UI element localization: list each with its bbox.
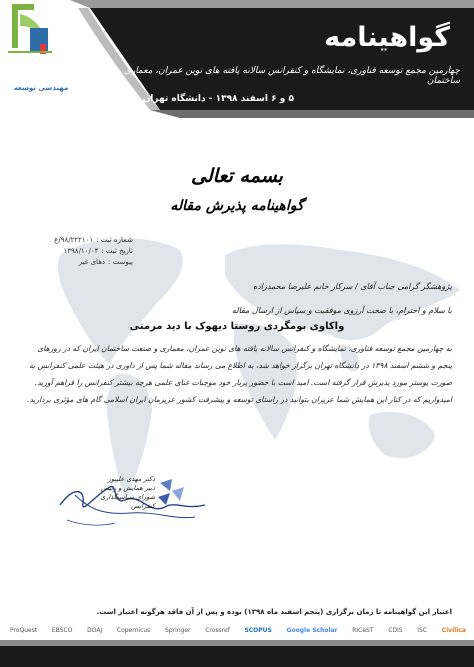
registration-info: [18, 235, 133, 268]
attachment-label: پیوست :: [108, 258, 133, 266]
registration-number-label: شماره ثبت :: [96, 236, 133, 244]
registration-date-label: تاریخ ثبت :: [101, 247, 133, 255]
signer-role: دبیر همایش و رئیس شورای سیاستگذاری کنفرانس: [100, 484, 155, 510]
certificate-heading: گواهینامه: [324, 22, 450, 53]
conference-logo: [0, 0, 62, 70]
indexer-logo: SCOPUS: [244, 626, 272, 634]
indexer-logos: [8, 623, 468, 637]
acceptance-paragraph: به چهارمین مجمع توسعه فناوری، نمایشگاه و کنفرانس سالانه یافته های نوین عمران، معماری و صنعت ساختمان ایران که در روزهای پنجم و ششم اسفند ۱۳۹۸ در دانشگاه تهران برگزار خواهد شد، به اطلاع می رساند مقاله شما پس از داوری در هیئت علمی کنفرانس به صورت پوستر مورد پذیرش قرار گرفته است. امید است با حضور پربار خود موجبات غنای علمی هرچه بیشتر کنفرانس را فراهم آورید. امیدواریم که در کنار این همایش شما عزیزان بتوانید در راستای توسعه و پیشرفت کشور عزیزمان ایران اسلامی گام های مؤثری بردارید.: [26, 344, 452, 404]
indexer-logo: Google Scholar: [286, 626, 338, 634]
conference-name: چهارمین مجمع توسعه فناوری، نمایشگاه و کنفرانس سالانه یافته های نوین عمران، معماری و صنعت ساختمان: [90, 66, 460, 86]
indexer-logo: CDIS: [388, 626, 403, 634]
indexer-logo: Copernicus: [116, 626, 151, 634]
indexer-logo: DOAJ: [87, 626, 103, 634]
signer-block: [100, 475, 155, 511]
attachment-value: دهای غیر: [78, 258, 105, 266]
header-banner: [0, 0, 474, 118]
conference-date: ۵ و ۶ اسفند ۱۳۹۸ - دانشگاه تهران: [142, 94, 294, 104]
registration-date-row: [18, 246, 133, 257]
paper-title: واکاوی بومگردی روستا دیهوک با دید مرمتی: [129, 321, 345, 332]
logo-caption: مهندسی توسعه: [13, 84, 69, 92]
indexer-logo: Crossref: [205, 626, 230, 634]
registration-number-value: ۹۸/۲۲۲۱۰۱/ع: [54, 236, 94, 244]
indexer-logo: ProQuest: [10, 626, 38, 634]
certificate-title: گواهینامه پذیرش مقاله: [170, 198, 304, 214]
indexer-logo: RICeST: [352, 626, 374, 634]
signer-name: دکتر مهدی علیپور: [107, 475, 155, 483]
basmala-heading: بسمه تعالی: [191, 165, 283, 187]
registration-number-row: [18, 235, 133, 246]
indexer-logo: Springer: [164, 626, 191, 634]
indexer-logo: EBSCO: [51, 626, 73, 634]
greeting-line: با سلام و احترام، با صحت آرزوی موفقیت و سپاس از ارسال مقاله: [231, 306, 452, 315]
validity-note: اعتبار این گواهینامه تا زمان برگزاری (پنجم اسفند ماه ۱۳۹۸) بوده و پس از آن فاقد هرگونه اعتبار است.: [96, 608, 452, 616]
indexer-logo: ISC: [417, 626, 428, 634]
indexer-logo: Civilica: [441, 626, 466, 634]
footer-band: [0, 640, 474, 667]
registration-date-value: ۱۳۹۸/۱۰/۰۴: [63, 247, 99, 255]
attachment-row: [18, 257, 133, 268]
official-stamp: [152, 477, 190, 507]
addressee-line: پژوهشگر گرامی جناب آقای / سرکار خانم علیرضا محمدزاده: [253, 282, 452, 291]
